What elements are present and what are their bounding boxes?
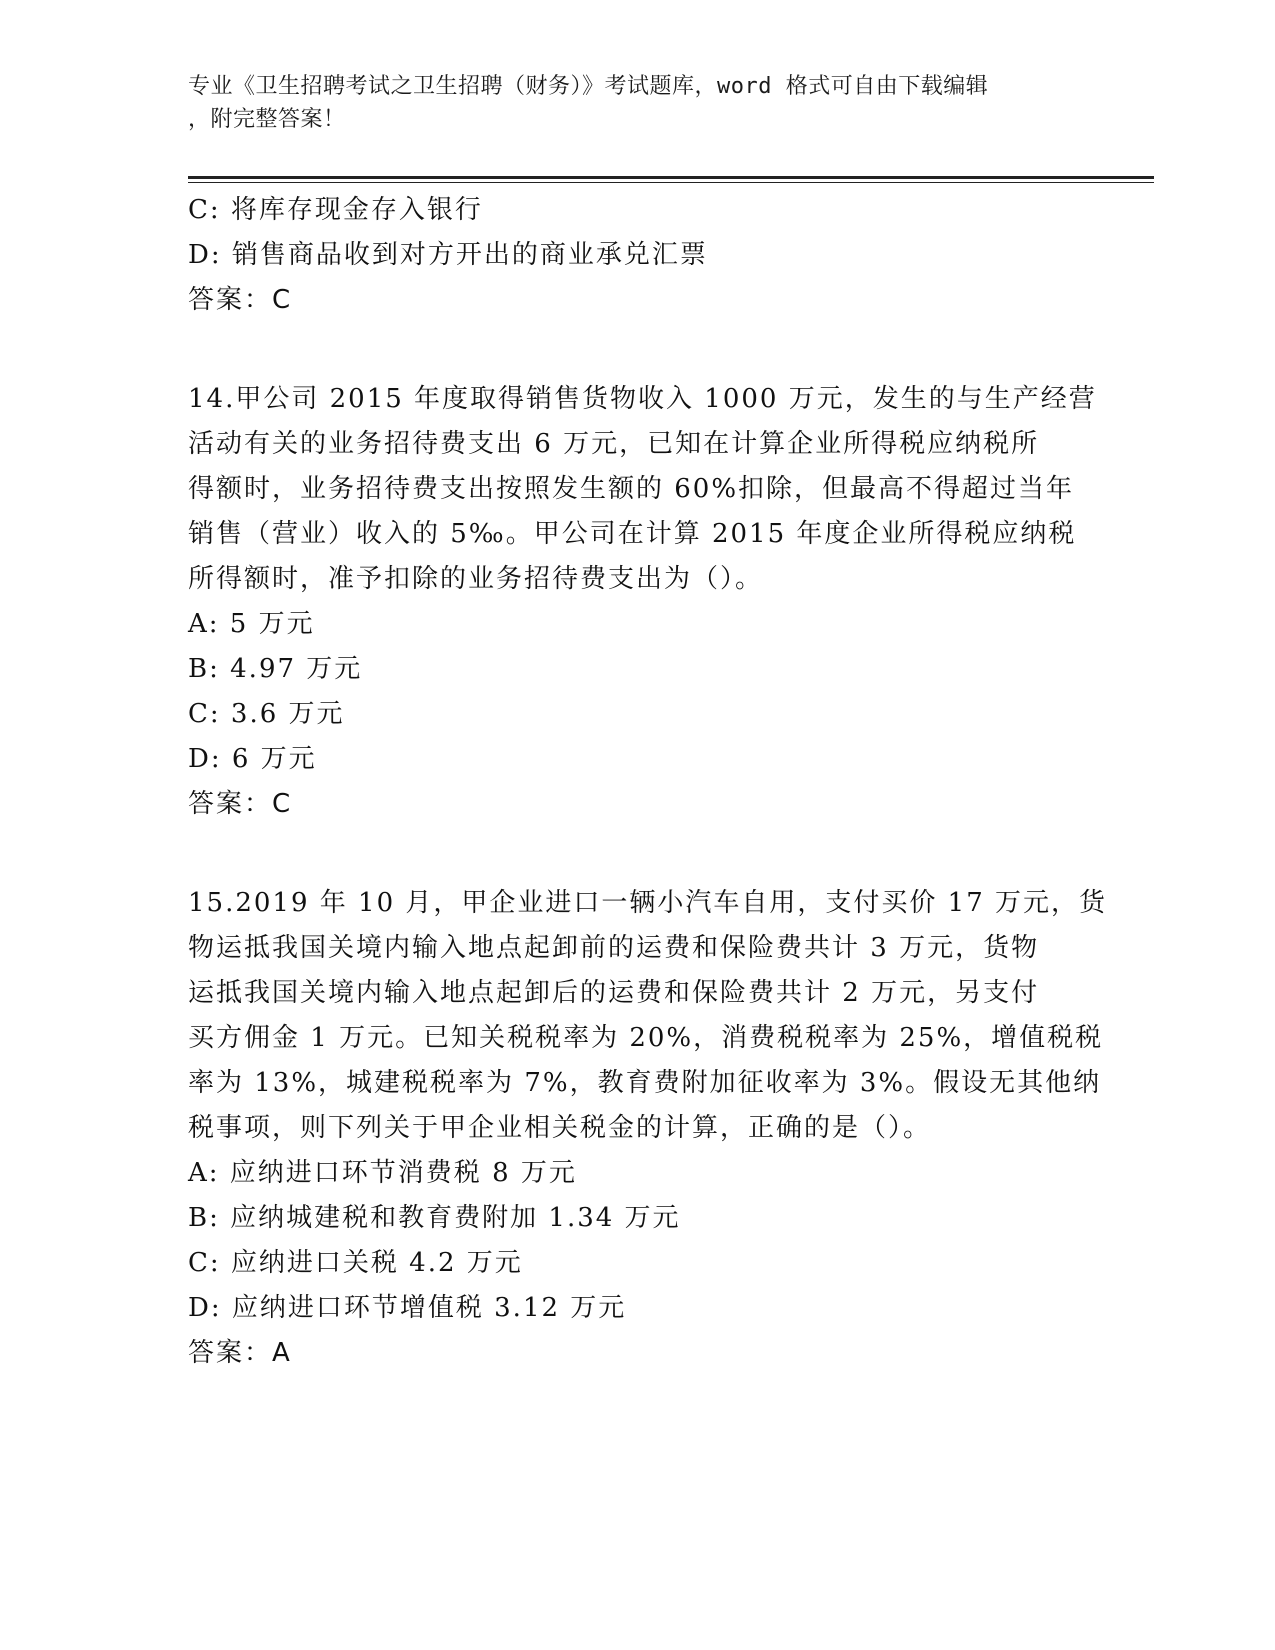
question-text-line: 运抵我国关境内输入地点起卸后的运费和保险费共计 2 万元，另支付 xyxy=(188,978,1040,1008)
question-14 xyxy=(188,377,1097,827)
header-divider-thick xyxy=(188,176,1154,179)
option-b: B: 4.97 万元 xyxy=(188,654,363,684)
option-d: D: 6 万元 xyxy=(188,744,317,774)
answer: 答案：C xyxy=(188,789,293,819)
question-13-tail xyxy=(188,188,1088,323)
option-c: C: 将库存现金存入银行 xyxy=(188,195,483,225)
option-a: A: 5 万元 xyxy=(188,609,315,639)
document-header xyxy=(188,70,1068,136)
question-text-line: 14.甲公司 2015 年度取得销售货物收入 1000 万元，发生的与生产经营 xyxy=(188,384,1097,414)
question-text-line: 率为 13%，城建税税率为 7%，教育费附加征收率为 3%。假设无其他纳 xyxy=(188,1068,1102,1098)
header-line-1: 专业《卫生招聘考试之卫生招聘（财务）》考试题库，word 格式可自由下载编辑 xyxy=(188,74,989,99)
header-divider-thin xyxy=(188,182,1154,183)
question-text-line: 所得额时，准予扣除的业务招待费支出为（）。 xyxy=(188,564,764,594)
option-c: C: 应纳进口关税 4.2 万元 xyxy=(188,1248,523,1278)
option-a: A: 应纳进口环节消费税 8 万元 xyxy=(188,1158,577,1188)
answer: 答案：C xyxy=(188,285,293,315)
question-text-line: 活动有关的业务招待费支出 6 万元，已知在计算企业所得税应纳税所 xyxy=(188,429,1040,459)
question-text-line: 得额时，业务招待费支出按照发生额的 60%扣除，但最高不得超过当年 xyxy=(188,474,1075,504)
question-text-line: 15.2019 年 10 月，甲企业进口一辆小汽车自用，支付买价 17 万元，货 xyxy=(188,888,1108,918)
spacer xyxy=(188,323,1088,377)
option-d: D: 销售商品收到对方开出的商业承兑汇票 xyxy=(188,240,708,270)
option-b: B: 应纳城建税和教育费附加 1.34 万元 xyxy=(188,1203,681,1233)
question-text-line: 税事项，则下列关于甲企业相关税金的计算，正确的是（）。 xyxy=(188,1113,932,1143)
question-text-line: 物运抵我国关境内输入地点起卸前的运费和保险费共计 3 万元，货物 xyxy=(188,933,1040,963)
spacer xyxy=(188,827,1088,881)
question-text-line: 买方佣金 1 万元。已知关税税率为 20%，消费税税率为 25%，增值税税 xyxy=(188,1023,1104,1053)
question-15 xyxy=(188,881,1108,1376)
document-body xyxy=(188,188,1108,1376)
question-text-line: 销售（营业）收入的 5‰。甲公司在计算 2015 年度企业所得税应纳税 xyxy=(188,519,1077,549)
option-d: D: 应纳进口环节增值税 3.12 万元 xyxy=(188,1293,627,1323)
header-line-2: ，附完整答案！ xyxy=(188,107,346,132)
option-c: C: 3.6 万元 xyxy=(188,699,345,729)
answer: 答案：A xyxy=(188,1338,292,1368)
